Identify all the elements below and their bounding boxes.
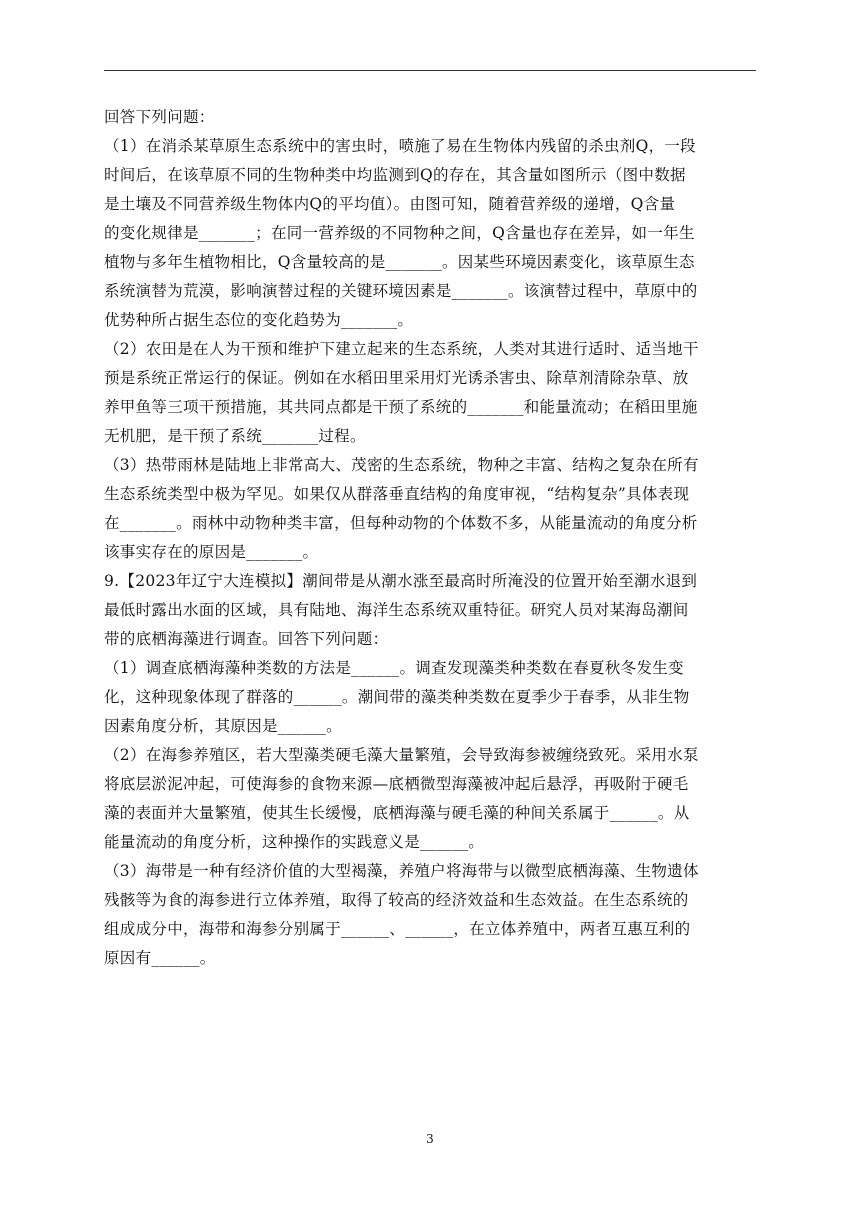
header-rule	[104, 70, 756, 71]
text-line: 回答下列问题：	[104, 108, 215, 126]
text-line: （1）调查底栖海藻种类数的方法是______。调查发现藻类种类数在春夏秋冬发生变	[104, 659, 684, 677]
text-line: 时间后，在该草原不同的生物种类中均监测到Q的存在，其含量如图所示（图中数据	[104, 166, 686, 184]
text-line: 养甲鱼等三项干预措施，其共同点都是干预了系统的_______和能量流动；在稻田里施	[104, 398, 698, 416]
document-body	[104, 103, 764, 973]
text-line: 化，这种现象体现了群落的______。潮间带的藻类种类数在夏季少于春季，从非生物	[104, 688, 690, 706]
text-line: （2）在海参养殖区，若大型藻类硬毛藻大量繁殖，会导致海参被缠绕致死。采用水泵	[104, 746, 699, 764]
text-line: 能量流动的角度分析，这种操作的实践意义是______。	[104, 833, 485, 851]
text-line: 最低时露出水面的区域，具有陆地、海洋生态系统双重特征。研究人员对某海岛潮间	[104, 601, 689, 619]
text-line: 优势种所占据生态位的变化趋势为_______。	[104, 311, 414, 329]
text-line: （3）热带雨林是陆地上非常高大、茂密的生态系统，物种之丰富、结构之复杂在所有	[104, 456, 699, 474]
text-line: （1）在消杀某草原生态系统中的害虫时，喷施了易在生物体内残留的杀虫剂Q，一段	[104, 137, 696, 155]
text-line: （2）农田是在人为干预和维护下建立起来的生态系统，人类对其进行适时、适当地干	[104, 340, 699, 358]
text-line: 预是系统正常运行的保证。例如在水稻田里采用灯光诱杀害虫、除草剂清除杂草、放	[104, 369, 689, 387]
text-line: 藻的表面并大量繁殖，使其生长缓慢，底栖海藻与硬毛藻的种间关系属于______。从	[104, 804, 690, 822]
text-line: 该事实存在的原因是_______。	[104, 543, 319, 561]
text-line: 9.【2023年辽宁大连模拟】潮间带是从潮水涨至最高时所淹没的位置开始至潮水退到	[104, 572, 698, 590]
text-line: 植物与多年生植物相比，Q含量较高的是_______。因某些环境因素变化，该草原生态	[104, 253, 695, 271]
page-number: 3	[426, 1132, 434, 1146]
text-line: （3）海带是一种有经济价值的大型褐藻，养殖户将海带与以微型底栖海藻、生物遗体	[104, 862, 699, 880]
text-line: 无机肥，是干预了系统_______过程。	[104, 427, 366, 445]
text-line: 的变化规律是_______；在同一营养级的不同物种之间，Q含量也存在差异，如一年生	[104, 224, 695, 242]
text-line: 生态系统类型中极为罕见。如果仅从群落垂直结构的角度审视，“结构复杂”具体表现	[104, 485, 690, 503]
text-line: 将底层淤泥冲起，可使海参的食物来源—底栖微型海藻被冲起后悬浮，再吸附于硬毛	[104, 775, 689, 793]
text-line: 在_______。雨林中动物种类丰富，但每种动物的个体数不多，从能量流动的角度分析	[104, 514, 698, 532]
text-line: 系统演替为荒漠，影响演替过程的关键环境因素是_______。该演替过程中，草原中的	[104, 282, 698, 300]
text-line: 原因有______。	[104, 949, 216, 967]
text-line: 带的底栖海藻进行调查。回答下列问题：	[104, 630, 389, 648]
text-line: 因素角度分析，其原因是______。	[104, 717, 342, 735]
text-line: 是土壤及不同营养级生物体内Q的平均值）。由图可知，随着营养级的递增，Q含量	[104, 195, 676, 213]
text-line: 残骸等为食的海参进行立体养殖，取得了较高的经济效益和生态效益。在生态系统的	[104, 891, 689, 909]
text-line: 组成成分中，海带和海参分别属于______、______，在立体养殖中，两者互惠互利的	[104, 920, 691, 938]
